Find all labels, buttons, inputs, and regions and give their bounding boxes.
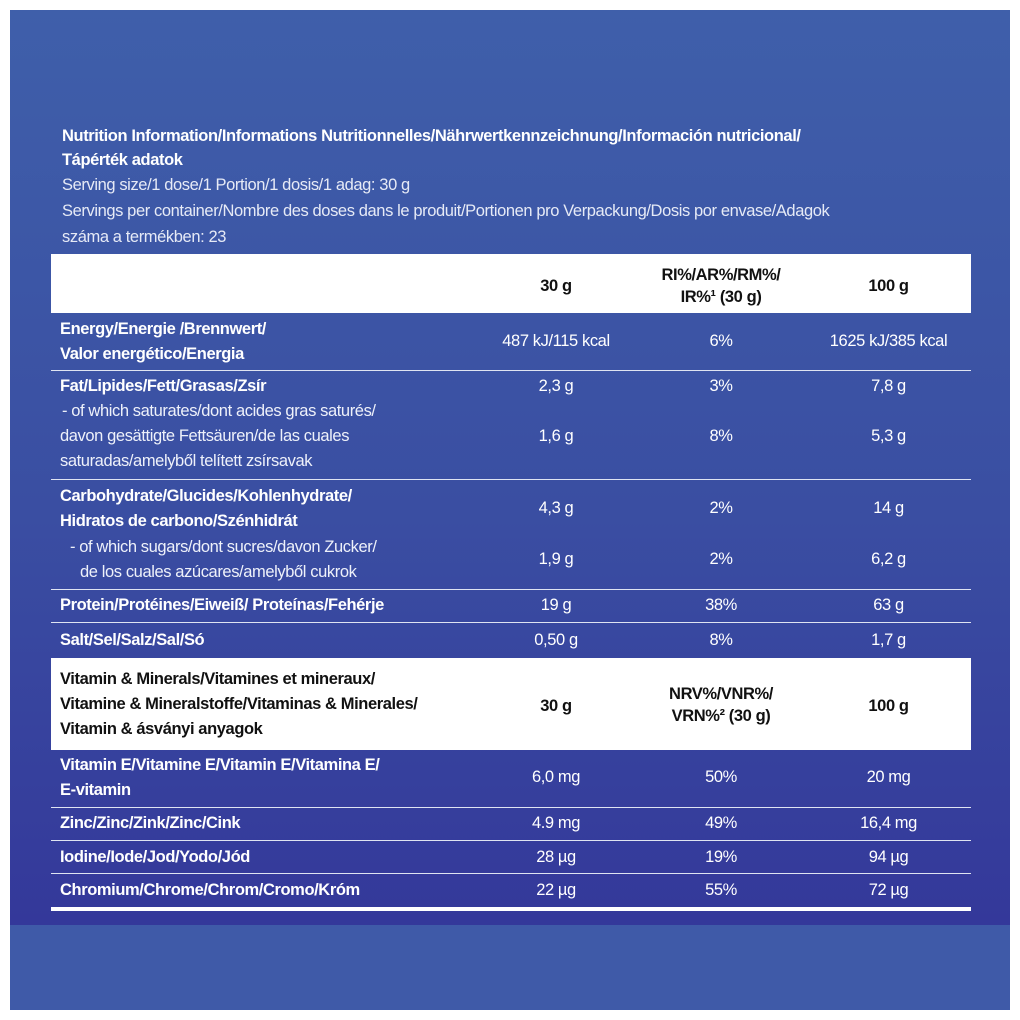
fat-label: Fat/Lipides/Fett/Grasas/Zsír — [60, 377, 267, 395]
salt-100g: 1,7 g — [871, 631, 906, 649]
zinc-100g: 16,4 mg — [860, 814, 917, 832]
zinc-nrv: 49% — [705, 814, 737, 832]
zinc-30g: 4.9 mg — [531, 814, 581, 832]
bottom-band — [10, 925, 1010, 1010]
chromium-30g: 22 µg — [536, 881, 576, 899]
vitamins-header-30g: 30 g — [540, 697, 572, 715]
vitamin-e-label — [60, 753, 379, 803]
nutrition-header — [62, 124, 962, 250]
carbs-label — [60, 484, 352, 534]
energy-30g: 487 kJ/115 kcal — [502, 332, 610, 350]
iodine-30g: 28 µg — [536, 848, 576, 866]
title-line-1: Nutrition Information/Informations Nutritionnelles/Nährwertkennzeichnung/Información nutricional/ — [62, 127, 801, 145]
saturates-ri: 8% — [709, 427, 733, 445]
vitamins-header-line-2: Vitamine & Mineralstoffe/Vitaminas & Minerales/ — [60, 695, 418, 713]
vitamin-e-label-line-2: E-vitamin — [60, 781, 131, 799]
carbs-label-line-2: Hidratos de carbono/Szénhidrát — [60, 512, 298, 530]
energy-ri: 6% — [709, 332, 733, 350]
sugars-30g: 1,9 g — [538, 550, 574, 568]
carbs-ri: 2% — [709, 499, 733, 517]
table-row-carbohydrate — [51, 480, 971, 590]
salt-ri: 8% — [709, 631, 733, 649]
carbs-30g: 4,3 g — [538, 499, 574, 517]
saturates-100g: 5,3 g — [871, 427, 906, 445]
header-100g: 100 g — [868, 277, 909, 295]
vitamin-e-nrv: 50% — [705, 768, 737, 786]
vitamins-header-line-1: Vitamin & Minerals/Vitamines et mineraux/ — [60, 670, 375, 688]
table-row-energy — [51, 313, 971, 371]
energy-label — [60, 317, 266, 367]
vitamins-header-line-3: Vitamin & ásványi anyagok — [60, 720, 263, 738]
table-row-protein — [51, 590, 971, 623]
protein-100g: 63 g — [873, 596, 904, 614]
energy-label-line-1: Energy/Energie /Brennwert/ — [60, 320, 266, 338]
energy-label-line-2: Valor energético/Energia — [60, 345, 244, 363]
saturates-30g: 1,6 g — [538, 427, 574, 445]
nutrition-table — [51, 254, 971, 911]
fat-30g: 2,3 g — [538, 377, 574, 395]
sugars-ri: 2% — [709, 550, 733, 568]
protein-ri: 38% — [705, 596, 737, 614]
table-row-salt — [51, 623, 971, 658]
iodine-nrv: 19% — [705, 848, 737, 866]
fat-100g: 7,8 g — [871, 377, 906, 395]
salt-label: Salt/Sel/Salz/Sal/Só — [60, 631, 205, 649]
zinc-label: Zinc/Zinc/Zink/Zinc/Cink — [60, 814, 241, 832]
vitamins-header-nrv-line-1: NRV%/VNR%/ — [669, 685, 773, 703]
header-ri-line-1: RI%/AR%/RM%/ — [661, 266, 781, 284]
table-row-vitamin-e — [51, 750, 971, 808]
serving-size: Serving size/1 dose/1 Portion/1 dosis/1 adag: 30 g — [62, 176, 410, 194]
servings-line-1: Servings per container/Nombre des doses dans le produit/Portionen pro Verpackung/Dosis por envase/Adagok — [62, 202, 830, 220]
iodine-label: Iodine/Iode/Jod/Yodo/Jód — [60, 848, 250, 866]
chromium-nrv: 55% — [705, 881, 737, 899]
vitamin-e-30g: 6,0 mg — [531, 768, 581, 786]
vitamins-header-label — [60, 667, 417, 742]
vitamin-e-label-line-1: Vitamin E/Vitamine E/Vitamin E/Vitamina E/ — [60, 756, 380, 774]
iodine-100g: 94 µg — [868, 848, 909, 866]
sugars-100g: 6,2 g — [871, 550, 906, 568]
vitamin-e-100g: 20 mg — [866, 768, 911, 786]
energy-100g: 1625 kJ/385 kcal — [829, 332, 948, 350]
vitamins-header-100g: 100 g — [868, 697, 909, 715]
chromium-100g: 72 µg — [868, 881, 909, 899]
header-ri-line-2: IR%¹ (30 g) — [680, 288, 762, 306]
title-line-2: Tápérték adatok — [62, 151, 183, 169]
chromium-label: Chromium/Chrome/Chrom/Cromo/Króm — [60, 881, 360, 899]
saturates-label — [60, 399, 376, 474]
sugars-label-line-2: de los cuales azúcares/amelyből cukrok — [80, 563, 357, 581]
fat-ri: 3% — [709, 377, 733, 395]
carbs-label-line-1: Carbohydrate/Glucides/Kohlenhydrate/ — [60, 487, 352, 505]
carbs-100g: 14 g — [873, 499, 904, 517]
vitamins-header-nrv — [641, 683, 801, 727]
table-row-iodine — [51, 841, 971, 874]
protein-30g: 19 g — [540, 596, 572, 614]
header-ri — [641, 264, 801, 308]
table-row-zinc — [51, 808, 971, 841]
table-header-row — [51, 254, 971, 313]
sugars-label-line-1: - of which sugars/dont sucres/davon Zucker/ — [70, 538, 377, 556]
salt-30g: 0,50 g — [534, 631, 578, 649]
saturates-label-line-2: davon gesättigte Fettsäuren/de las cuales — [60, 427, 350, 445]
vitamins-header-nrv-line-2: VRN%² (30 g) — [671, 707, 771, 725]
saturates-label-line-1: - of which saturates/dont acides gras saturés/ — [62, 402, 376, 420]
table-row-chromium — [51, 874, 971, 911]
header-30g: 30 g — [540, 277, 572, 295]
vitamins-header-row — [51, 658, 971, 750]
protein-label: Protein/Protéines/Eiweiß/ Proteínas/Fehérje — [60, 596, 384, 614]
saturates-label-line-3: saturadas/amelyből telített zsírsavak — [60, 452, 313, 470]
servings-line-2: száma a termékben: 23 — [62, 228, 227, 246]
table-row-fat — [51, 371, 971, 480]
sugars-label — [60, 535, 377, 585]
